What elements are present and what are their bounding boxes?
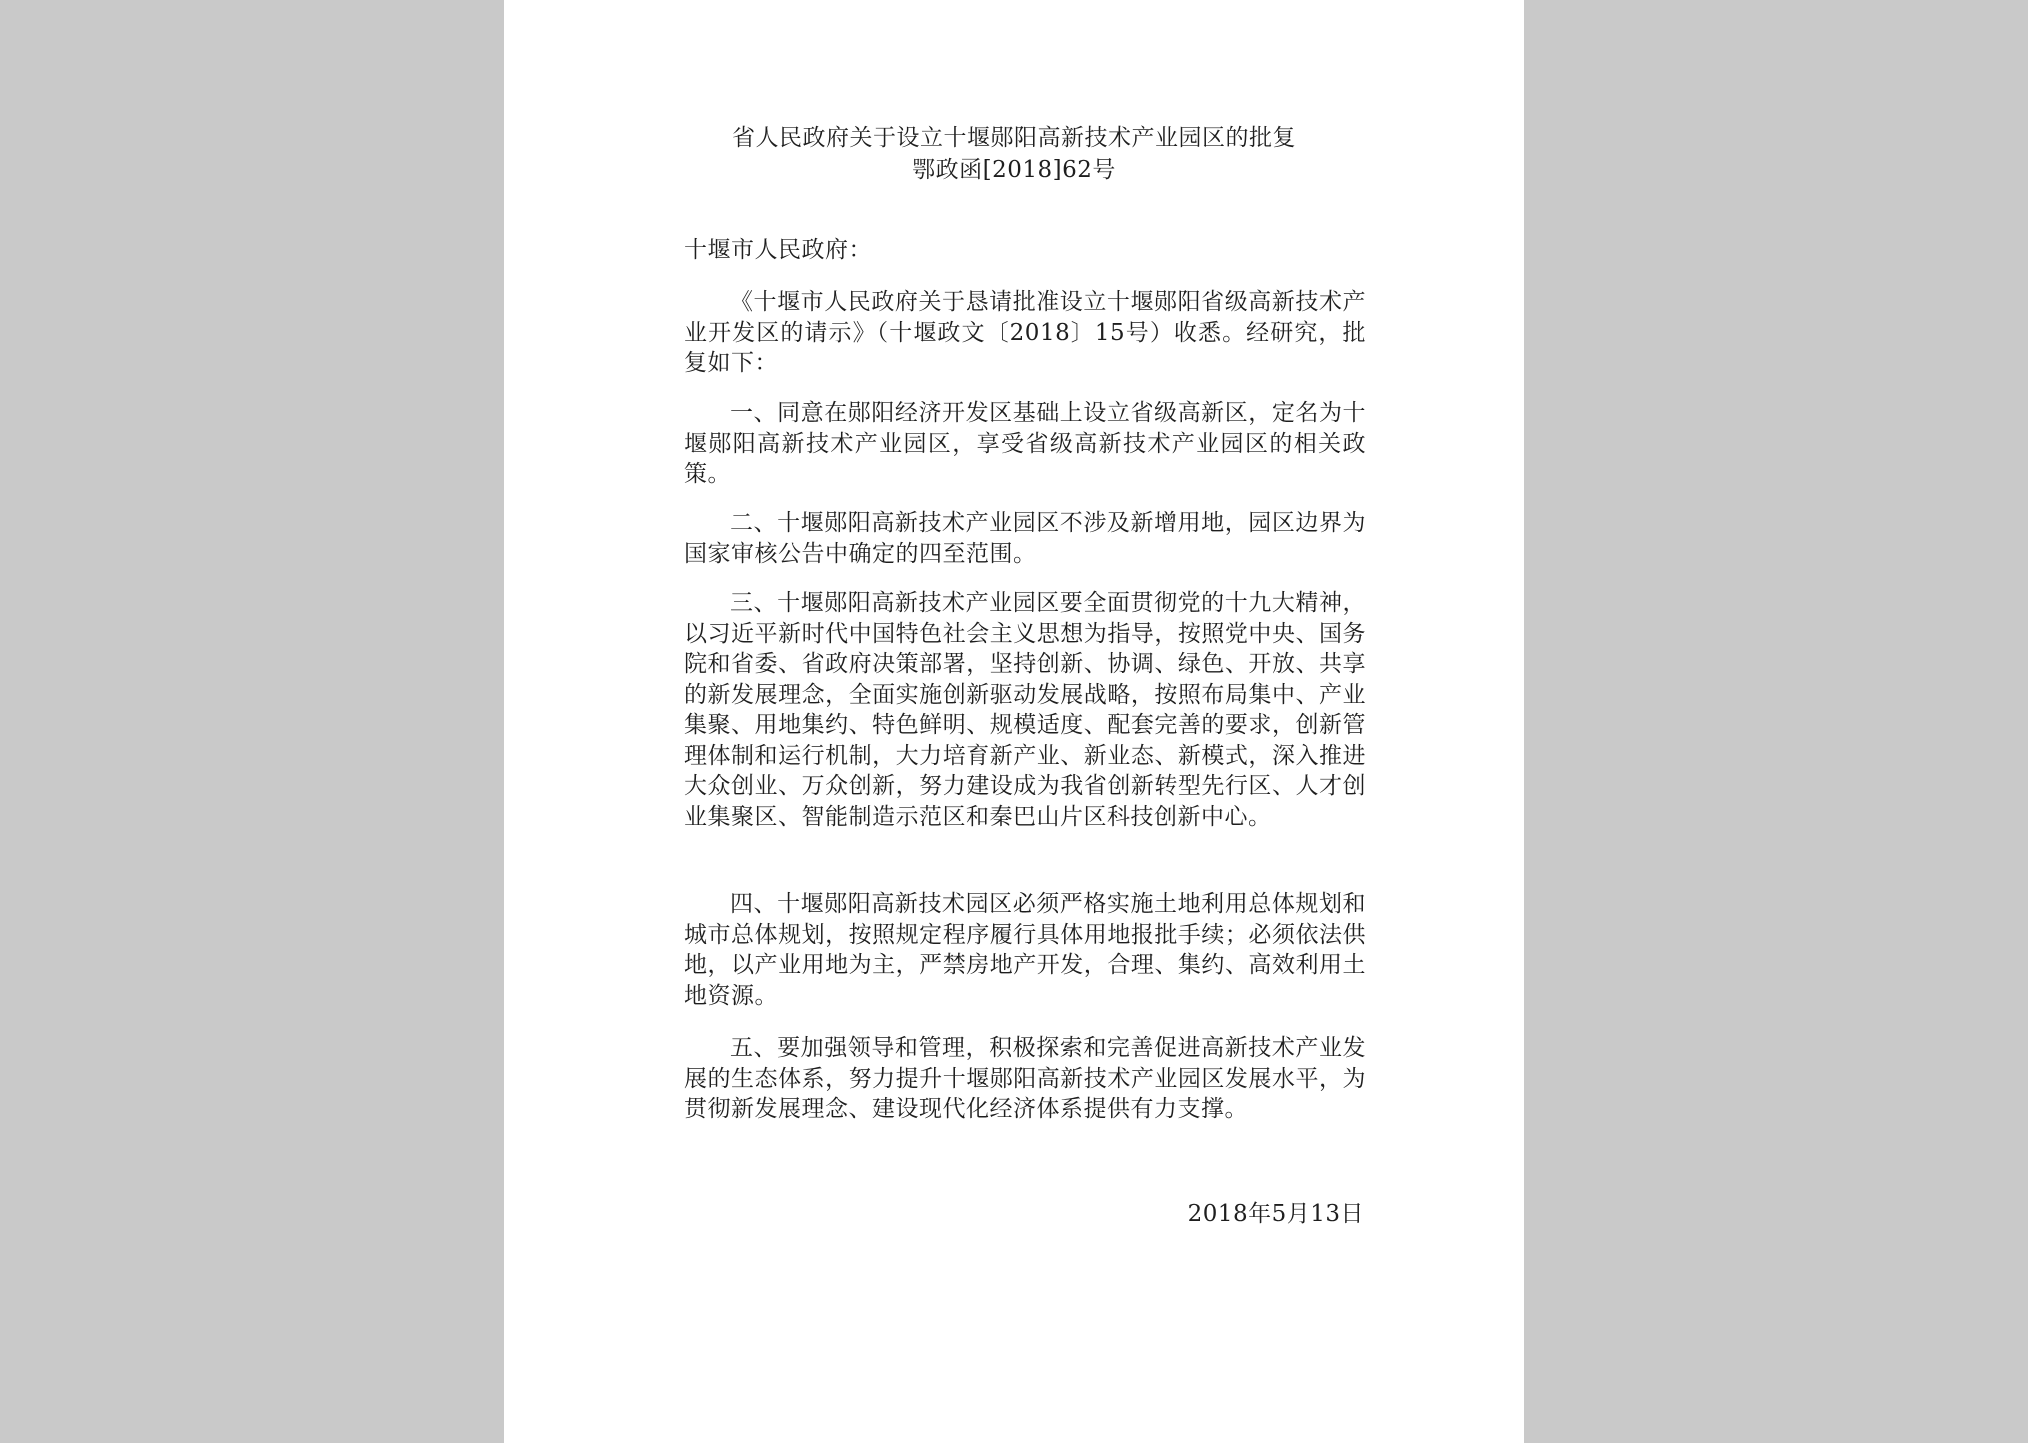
addressee: 十堰市人民政府： (684, 237, 872, 263)
paragraph-1 (684, 398, 1366, 490)
paragraph-4 (684, 889, 1366, 1011)
paragraph-text: 五、要加强领导和管理，积极探索和完善促进高新技术产业发展的生态体系，努力提升十堰郧阳高新技术产业园区发展水平，为贯彻新发展理念、建设现代化经济体系提供有力支撑。 (684, 1035, 1366, 1122)
paragraph-text: 二、十堰郧阳高新技术产业园区不涉及新增用地，园区边界为国家审核公告中确定的四至范围。 (684, 510, 1366, 567)
signing-date: 2018年5月13日 (1187, 1201, 1364, 1227)
paragraph-5 (684, 1033, 1366, 1125)
paragraph-2 (684, 508, 1366, 569)
paragraph-intro (684, 287, 1366, 379)
paragraph-text: 三、十堰郧阳高新技术产业园区要全面贯彻党的十九大精神，以习近平新时代中国特色社会主义思想为指导，按照党中央、国务院和省委、省政府决策部署，坚持创新、协调、绿色、开放、共享的新发展理念，全面实施创新驱动发展战略，按照布局集中、产业集聚、用地集约、特色鲜明、规模适度、配套完善的要求，创新管理体制和运行机制，大力培育新产业、新业态、新模式，深入推进大众创业、万众创新，努力建设成为我省创新转型先行区、人才创业集聚区、智能制造示范区和秦巴山片区科技创新中心。 (684, 590, 1366, 830)
paragraph-3 (684, 588, 1366, 832)
paragraph-text: 一、同意在郧阳经济开发区基础上设立省级高新区，定名为十堰郧阳高新技术产业园区，享受省级高新技术产业园区的相关政策。 (684, 400, 1366, 487)
document-number: 鄂政函[2018]62号 (912, 157, 1116, 183)
paragraph-text: 《十堰市人民政府关于恳请批准设立十堰郧阳省级高新技术产业开发区的请示》（十堰政文〔2018〕15号）收悉。经研究，批复如下： (684, 289, 1366, 376)
paragraph-text: 四、十堰郧阳高新技术园区必须严格实施土地利用总体规划和城市总体规划，按照规定程序履行具体用地报批手续；必须依法供地，以产业用地为主，严禁房地产开发，合理、集约、高效利用土地资源。 (684, 891, 1366, 1009)
document-title: 省人民政府关于设立十堰郧阳高新技术产业园区的批复 (732, 125, 1296, 151)
document-page (504, 0, 1524, 1443)
